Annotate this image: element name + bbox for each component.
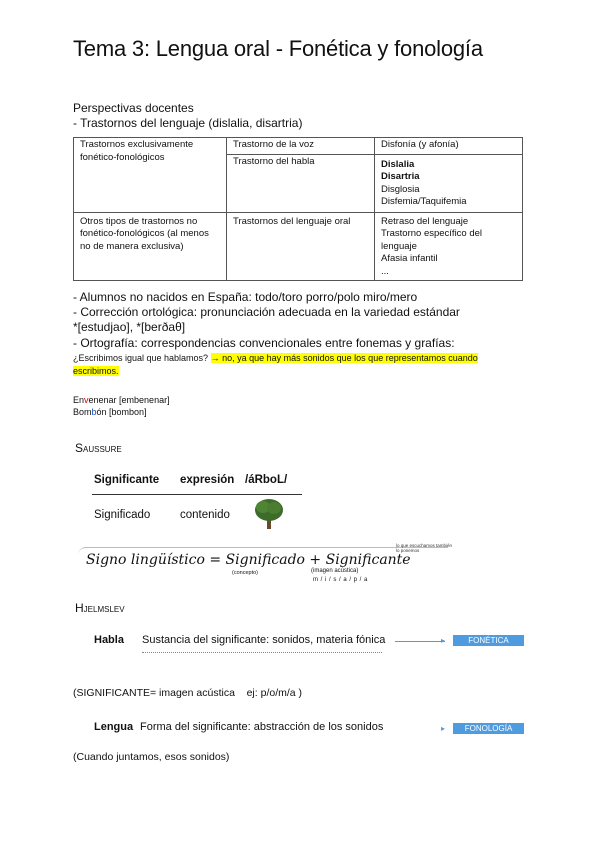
arrow-head-icon: ▸ <box>441 636 446 645</box>
table-cell: Trastornos del lenguaje oral <box>227 212 375 281</box>
bullet-line: - Alumnos no nacidos en España: todo/toro porro/polo miro/mero <box>73 290 418 304</box>
fonemas-note: m / i / s / a / p / a <box>313 577 368 583</box>
intro-heading: Perspectivas docentes <box>73 101 194 115</box>
margin-note: lo que escuchamos también lo ponemos <box>396 543 453 553</box>
highlighted-letter: b <box>91 407 97 417</box>
list-item: Dislalia <box>381 158 415 170</box>
imagen-acustica-note: (imagen acústica) <box>311 568 359 574</box>
arbol-label: /áRboL/ <box>245 474 288 486</box>
table-cell: Trastorno de la voz <box>227 138 375 155</box>
table-cell: Disfonía (y afonía) <box>375 138 523 155</box>
divider <box>92 494 302 495</box>
significante-note: (SIGNIFICANTE= imagen acústica ej: p/o/m/a ) <box>73 687 303 699</box>
expresion-label: expresión <box>180 474 235 486</box>
table-cell <box>375 154 523 212</box>
table-cell: Trastornos exclusivamente fonético-fonológicos <box>74 138 227 213</box>
cut-off-line <box>142 652 382 656</box>
intro-line: - Trastornos del lenguaje (dislalia, disartria) <box>73 116 303 130</box>
list-item: ... <box>381 265 389 277</box>
bullet-line: *[estudjao], *[berðaθ] <box>73 320 186 334</box>
saussure-heading: Saussure <box>75 441 122 455</box>
significante-label: Significante <box>94 474 160 486</box>
table-cell: Otros tipos de trastornos no fonético-fonológicos (al menos no de manera exclusiva) <box>74 212 227 281</box>
example-line: Bombón [bombon] <box>73 407 147 417</box>
table-cell: Trastorno del habla <box>227 154 375 212</box>
highlighted-letter: v <box>84 395 89 405</box>
question-block <box>73 352 513 378</box>
question-text: ¿Escribimos igual que hablamos? <box>73 353 209 363</box>
list-item: Retraso del lenguaje <box>381 215 469 227</box>
fonetica-badge: FONÉTICA <box>453 635 524 646</box>
example-line: Envenenar [embenenar] <box>73 395 170 405</box>
habla-term: Habla <box>94 634 124 646</box>
list-item: Trastorno específico del lenguaje <box>381 228 483 252</box>
list-item: Disfemia/Taquifemia <box>381 196 467 207</box>
list-item: Afasia infantil <box>381 253 438 264</box>
habla-description: Sustancia del significante: sonidos, materia fónica <box>142 634 386 646</box>
lengua-description: Forma del significante: abstracción de los sonidos <box>140 721 384 733</box>
examples-block <box>73 394 170 418</box>
significado-label: Significado <box>94 509 151 521</box>
page-title: Tema 3: Lengua oral - Fonética y fonología <box>73 36 483 61</box>
contenido-label: contenido <box>180 509 230 521</box>
answer-highlight: → no, ya que hay más sonidos que los que representamos cuando escribimos. <box>73 353 478 376</box>
list-item: Disartria <box>381 171 420 182</box>
concepto-note: (concepto) <box>232 570 258 576</box>
arrow-head-icon: ▸ <box>441 724 446 733</box>
fonologia-badge: FONOLOGÍA <box>453 723 524 734</box>
table-cell <box>375 212 523 281</box>
bullet-line: - Corrección ortológica: pronunciación adecuada en la variedad estándar <box>73 305 460 319</box>
bullet-line: - Ortografía: correspondencias convencionales entre fonemas y grafías: <box>73 336 455 350</box>
juntamos-note: (Cuando juntamos, esos sonidos) <box>73 751 230 763</box>
lengua-term: Lengua <box>94 721 134 733</box>
arrow-line <box>395 641 445 642</box>
tree-icon <box>252 498 286 530</box>
list-item: Disglosia <box>381 183 420 195</box>
hjelmslev-heading: Hjelmslev <box>75 601 125 615</box>
disorders-table <box>73 137 523 281</box>
signo-equation: Signo lingüístico = Significado + Significante <box>86 552 411 568</box>
